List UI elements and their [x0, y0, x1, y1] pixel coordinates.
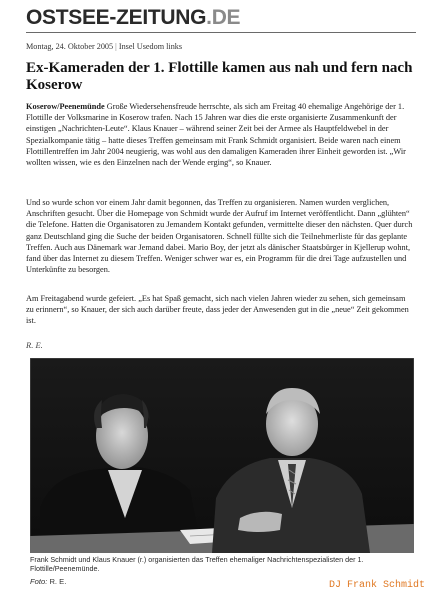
photo-credit [30, 577, 66, 586]
photo-grayscale [30, 358, 414, 553]
article-headline: Ex-Kameraden der 1. Flottille kamen aus nah und fern nach Koserow [26, 60, 413, 93]
watermark: DJ Frank Schmidt [328, 580, 425, 591]
article-dateline-lead: Koserow/Peenemünde [26, 102, 105, 111]
photo-caption: Frank Schmidt und Klaus Knauer (r.) organisierten das Treffen ehemaliger Nachrichtenspezialisten der 1. Flottille/Peenemünde. [30, 555, 364, 573]
masthead-name: OSTSEE-ZEITUNG [26, 6, 207, 29]
article-paragraph-3: Am Freitagabend wurde gefeiert. „Es hat Spaß gemacht, sich nach vielen Jahren wieder zu sehen, sich gemeinsam zu erinnern“, so Knauer, der sich auch darüber freute, dass jeder der Anwesenden gut in die „neue“ Zeit gekommen ist. [26, 294, 409, 326]
dateline-separator: | [115, 42, 117, 51]
dateline-section: Insel Usedom links [118, 42, 183, 51]
photo-credit-name: R. E. [49, 577, 67, 586]
author-initials: R. E. [26, 340, 43, 350]
article-paragraph-1 [26, 101, 414, 168]
photo-credit-label: Foto: [30, 577, 48, 586]
masthead [26, 6, 240, 30]
article-photo [30, 358, 414, 553]
masthead-divider [26, 32, 416, 33]
masthead-suffix: .DE [206, 6, 241, 29]
article-paragraph-2: Und so wurde schon vor einem Jahr damit begonnen, das Treffen zu organisieren. Namen wurden verglichen, Anschriften gesucht. Über die Homepage von Schmidt wurde der Aufruf im Internet veröffentlicht. Dann „glühten“ die Telefone. Hatten die Organisatoren zu Jemandem Kontakt gefunden, vermittelte dieser den nächsten. Quer durch ganz Deutschland ging die Suche der beiden Organisatoren. Schnell füllte sich die Teilnehmerliste für das geplante Treffen. Auch aus Dänemark war Jemand dabei. Mario Boy, der jetzt als dänischer Staatsbürger in Kjellerup wohnt, fand über das Internet zu diesem Treffen. Weniger schwer war es, ein Programm für die drei Tage aufzustellen und Unterkünfte zu besorgen. [26, 198, 413, 275]
dateline [26, 42, 182, 51]
dateline-date: Montag, 24. Oktober 2005 [26, 42, 114, 51]
article-paragraph-1-body: Große Wiedersehensfreude herrschte, als sich am Freitag 40 ehemalige Angehörige der 1. Flottille der Volksmarine in Koserow trafen. Nach 15 Jahren war dies die erste organisierte Zusammenkunft der einstigen „Nachrichten-Leute“. Klaus Knauer – während seiner Zeit bei der Armee als Hauptfeldwebel in der Spezialkompanie tätig – hatte dieses Treffen gemeinsam mit Frank Schmidt organisiert. Beide waren nach einem Flottillentreffen im Jahr 2004 neugierig, was wohl aus den damaligen Kameraden ihrer Einheit geworden ist. „Wir wollten wissen, wie es den Einzelnen nach der Wende erging“, so Knauer. [26, 102, 406, 168]
